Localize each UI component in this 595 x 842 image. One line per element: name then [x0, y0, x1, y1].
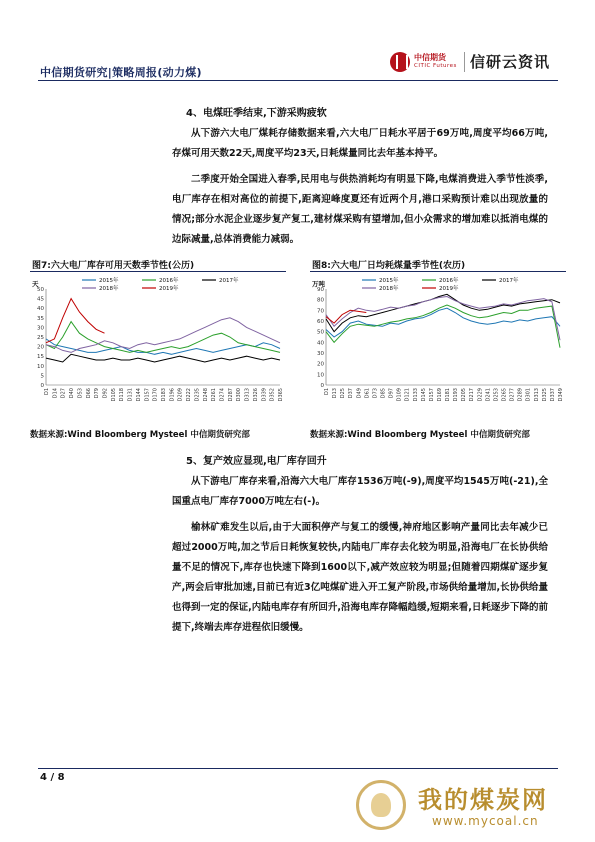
- fig8-xtick-label: D37: [348, 388, 355, 399]
- fig7-series-line: [46, 339, 280, 354]
- fig8-xtick-label: D325: [541, 388, 548, 402]
- fig7-xtick-label: D222: [186, 388, 193, 402]
- fig8-ytick-label: 50: [317, 329, 324, 336]
- citic-logo-icon: [390, 52, 410, 72]
- fig7-xtick-label: D274: [219, 388, 226, 402]
- fig7-ytick-label: 10: [37, 363, 44, 370]
- fig7-xtick-label: D131: [127, 388, 134, 402]
- fig8-xtick-label: D277: [509, 388, 516, 402]
- fig7-xtick-label: D1: [44, 388, 50, 396]
- fig7-xtick-label: D79: [94, 388, 101, 399]
- fig7-ytick-label: 50: [37, 287, 44, 293]
- fig8-xtick-label: D109: [396, 388, 403, 402]
- fig7-ytick-label: 35: [37, 315, 44, 322]
- figure-8-title: 图8:六大电厂日均耗煤量季节性(农历): [312, 261, 466, 271]
- fig7-legend-label: 2019年: [159, 286, 179, 292]
- fig7-xtick-label: D209: [177, 388, 184, 402]
- fig7-ytick-label: 20: [37, 344, 44, 351]
- fig7-legend-label: 2018年: [99, 286, 119, 292]
- logo-cn-text: 中信期货: [414, 53, 446, 62]
- fig7-xtick-label: D261: [211, 388, 218, 402]
- fig8-legend-label: 2015年: [379, 278, 399, 284]
- fig8-ytick-label: 90: [317, 287, 324, 293]
- fig8-xtick-label: D229: [477, 388, 484, 402]
- fig8-xtick-label: D313: [533, 388, 540, 402]
- fig8-ytick-label: 30: [317, 351, 324, 357]
- fig8-xtick-label: D169: [436, 388, 443, 402]
- fig8-xtick-label: D73: [372, 388, 379, 399]
- section-4-paragraph-2: 二季度开始全国进入春季,民用电与供热消耗均有明显下降,电煤消费进入季节性淡季,电厂库存在相对高位的前提下,距离迎峰度夏还有近两个月,港口采购预计难以出现放量的情况;部分水泥企业逐步复产复工,建材煤采购有望增加,但小众需求的增加难以抵消电煤的边际减量,总体消费能力减弱。: [172, 174, 548, 245]
- fig7-ytick-label: 15: [37, 354, 44, 361]
- fig8-ytick-label: 0: [320, 383, 324, 389]
- fig7-xtick-label: D105: [110, 388, 117, 402]
- fig8-ytick-label: 40: [317, 340, 324, 347]
- fig8-series-line: [326, 308, 560, 337]
- fig8-legend-label: 2018年: [379, 286, 399, 292]
- fig8-legend-label: 2017年: [499, 278, 519, 284]
- figure-7-chart: [30, 273, 286, 423]
- fig8-ytick-label: 60: [317, 319, 324, 325]
- fig8-ytick-label: 20: [317, 361, 324, 368]
- fig8-ytick-label: 80: [317, 297, 324, 304]
- figure-8-rule: [310, 271, 566, 272]
- fig8-legend-label: 2019年: [439, 286, 459, 292]
- fig7-xtick-label: D27: [60, 388, 67, 399]
- watermark-logo-icon: [356, 780, 406, 830]
- fig8-xtick-label: D241: [485, 388, 492, 402]
- figure-7-rule: [30, 271, 286, 272]
- fig8-xtick-label: D301: [525, 388, 532, 402]
- fig7-xtick-label: D66: [85, 388, 92, 399]
- fig8-xtick-label: D253: [493, 388, 500, 402]
- fig8-xtick-label: D85: [380, 388, 387, 399]
- fig7-xtick-label: D118: [119, 388, 126, 402]
- fig7-xtick-label: D183: [161, 388, 167, 402]
- fig7-series-line: [46, 354, 280, 362]
- fig8-xtick-label: D1: [324, 388, 330, 396]
- fig8-series-line: [326, 294, 560, 331]
- page-number: 4 / 8: [40, 772, 65, 783]
- fig8-xtick-label: D205: [461, 388, 468, 402]
- fig7-legend-label: 2015年: [99, 278, 119, 284]
- fig7-xtick-label: D248: [202, 388, 209, 402]
- fig8-xtick-label: D25: [340, 388, 347, 399]
- fig7-legend-label: 2016年: [159, 278, 179, 284]
- figure-7-title: 图7:六大电厂库存可用天数季节性(公历): [32, 261, 195, 271]
- logo-en-text: CITIC Futures: [414, 63, 457, 69]
- fig7-xtick-label: D313: [244, 388, 251, 402]
- fig7-xtick-label: D287: [227, 388, 234, 402]
- fig7-series-line: [46, 318, 280, 353]
- fig7-xtick-label: D196: [169, 388, 176, 402]
- fig8-xtick-label: D97: [388, 388, 395, 399]
- figure-8-chart: [310, 273, 566, 423]
- fig8-ylabel: 万吨: [312, 280, 325, 288]
- fig7-xtick-label: D339: [261, 388, 268, 402]
- fig8-ytick-label: 10: [317, 372, 324, 379]
- fig8-ytick-label: 70: [317, 308, 324, 315]
- fig7-xtick-label: D235: [194, 388, 201, 402]
- fig7-ylabel: 天: [32, 280, 39, 288]
- fig7-xtick-label: D40: [69, 388, 76, 399]
- fig7-legend-label: 2017年: [219, 278, 239, 284]
- fig8-xtick-label: D217: [469, 388, 476, 402]
- footer-rule: [38, 768, 558, 769]
- fig7-ytick-label: 5: [40, 373, 44, 380]
- brand-name: 信研云资讯: [470, 53, 551, 71]
- fig7-ytick-label: 30: [37, 325, 44, 332]
- fig8-xtick-label: D193: [453, 388, 460, 402]
- fig7-xtick-label: D14: [52, 388, 59, 399]
- fig8-xtick-label: D133: [412, 388, 419, 402]
- fig7-series-line: [46, 299, 105, 343]
- fig8-xtick-label: D265: [501, 388, 508, 402]
- fig7-xtick-label: D352: [269, 388, 276, 402]
- section-5-paragraph-2: 榆林矿难发生以后,由于大面积停产与复工的缓慢,神府地区影响产量同比去年减少已超过2000万吨,加之节后日耗恢复较快,内陆电厂库存去化较为明显,沿海电厂在长协供给量不足的情况下,库存也快速下降到1600以下,减产效应较为明显;但随着四期煤矿逐步复产,两会后审批加速,目前已有近3亿吨煤矿进入开工复产阶段,市场供给量增加,长协供给量也得到一定的保证,内陆电库存有所回升,沿海电库存降幅趋缓,短期来看,日耗逐步下降的前提下,终端去库存进程依旧缓慢。: [172, 522, 548, 633]
- fig7-xtick-label: D92: [102, 388, 109, 399]
- fig7-ytick-label: 45: [37, 296, 44, 303]
- header-rule: [38, 80, 558, 81]
- fig8-xtick-label: D145: [420, 388, 427, 402]
- fig7-xtick-label: D157: [144, 388, 151, 402]
- fig7-xtick-label: D300: [236, 388, 243, 402]
- fig8-series-line: [326, 310, 366, 323]
- citic-logo: [390, 50, 560, 76]
- fig8-legend-label: 2016年: [439, 278, 459, 284]
- report-header-title: 中信期货研究|策略周报(动力煤): [40, 66, 202, 79]
- fig8-xtick-label: D13: [332, 388, 339, 399]
- fig7-xtick-label: D53: [77, 388, 84, 399]
- fig8-xtick-label: D157: [428, 388, 435, 402]
- fig7-xtick-label: D365: [278, 388, 284, 402]
- fig8-xtick-label: D49: [356, 388, 363, 399]
- fig8-xtick-label: D61: [364, 388, 371, 399]
- fig8-xtick-label: D349: [558, 388, 564, 402]
- fig8-xtick-label: D121: [404, 388, 411, 402]
- fig7-xtick-label: D144: [135, 388, 142, 402]
- watermark-text: 我的煤炭网: [418, 786, 548, 814]
- section-5-heading: 5、复产效应显现,电厂库存回升: [186, 456, 327, 467]
- section-5-paragraph-1: 从下游电厂库存来看,沿海六大电厂库存1536万吨(-9),周度平均1545万吨(-21),全国重点电厂库存7000万吨左右(-)。: [172, 476, 548, 507]
- figure-7-source: 数据来源:Wind Bloomberg Mysteel 中信期货研究部: [30, 430, 250, 440]
- fig8-xtick-label: D337: [549, 388, 556, 402]
- fig7-ytick-label: 25: [37, 335, 44, 341]
- fig8-xtick-label: D289: [517, 388, 524, 402]
- fig8-xtick-label: D181: [445, 388, 452, 402]
- logo-separator: [464, 52, 465, 72]
- watermark-url: www.mycoal.cn: [432, 814, 539, 828]
- fig7-xtick-label: D326: [252, 388, 259, 402]
- section-4-paragraph-1: 从下游六大电厂煤耗存储数据来看,六大电厂日耗水平居于69万吨,周度平均66万吨,存煤可用天数22天,周度平均23天,日耗煤量同比去年基本持平。: [172, 128, 548, 159]
- fig7-ytick-label: 0: [40, 383, 44, 389]
- figure-8-source: 数据来源:Wind Bloomberg Mysteel 中信期货研究部: [310, 430, 530, 440]
- section-4-heading: 4、电煤旺季结束,下游采购疲软: [186, 108, 327, 119]
- fig7-ytick-label: 40: [37, 306, 44, 313]
- fig7-xtick-label: D170: [152, 388, 159, 402]
